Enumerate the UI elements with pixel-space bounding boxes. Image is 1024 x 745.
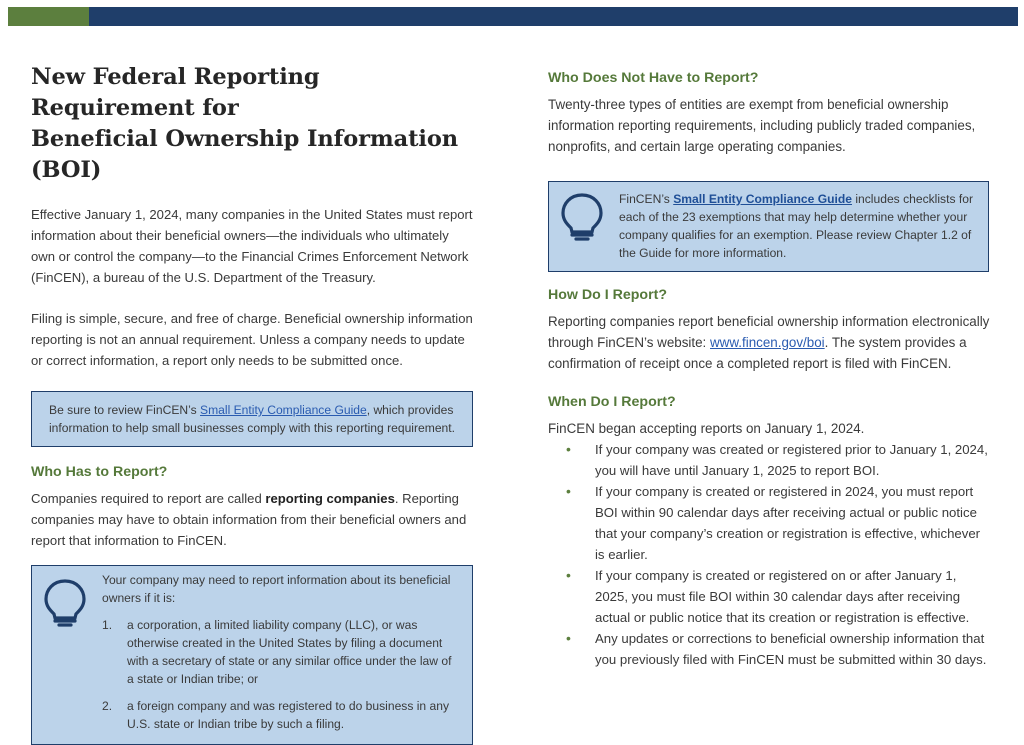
eligibility-list-item [102, 616, 458, 688]
filing-paragraph: Filing is simple, secure, and free of charge. Beneficial ownership information reporting is not an annual requirement. Unless a company needs to update or correct information, a report only needs to be submitted once. [31, 311, 473, 368]
reporting-companies-term: reporting companies [265, 491, 395, 506]
list-item-text: a corporation, a limited liability company (LLC), or was otherwise created in the United States by filing a document with a secretary of state or any similar office under the law of a state or Indian tribe; or [127, 618, 452, 686]
compliance-guide-callout-text: Be sure to review FinCEN’s Small Entity Compliance Guide, which provides information to help small businesses comply with this reporting requirement. [49, 403, 455, 435]
deadline-list [566, 439, 993, 670]
list-item-text: If your company was created or registered prior to January 1, 2024, you will have until January 1, 2025 to report BOI. [595, 442, 988, 478]
when-do-i-report-heading: When Do I Report? [548, 394, 676, 410]
compliance-guide-link[interactable]: Small Entity Compliance Guide [673, 192, 852, 206]
exemptions-callout [548, 181, 989, 272]
list-item-text: If your company is created or registered on or after January 1, 2025, you must file BOI within 30 calendar days after receiving actual or public notice that its creation or registration is effective. [595, 568, 970, 625]
compliance-guide-link[interactable]: Small Entity Compliance Guide [200, 403, 367, 417]
eligibility-list-item [102, 697, 458, 733]
header-bar-green-segment [8, 7, 89, 26]
exempt-entities-paragraph: Twenty-three types of entities are exempt from beneficial ownership information reporting requirements, including publicly traded companies, nonprofits, and certain large operating companies. [548, 97, 976, 154]
page-title-line-1: New Federal Reporting Requirement for [31, 64, 320, 121]
list-item-text: a foreign company and was registered to do business in any U.S. state or Indian tribe by such a filing. [127, 699, 450, 731]
eligibility-callout [31, 565, 473, 745]
deadline-list-item [566, 565, 993, 628]
list-item-number: 1. [102, 618, 113, 632]
who-does-not-report-heading: Who Does Not Have to Report? [548, 70, 759, 86]
right-column [548, 68, 993, 670]
bullet-icon: • [566, 567, 571, 583]
page-title [31, 62, 473, 186]
who-has-to-report-paragraph: Companies required to report are called reporting companies. Reporting companies may have to obtain information from their beneficial owners and report that information to FinCEN. [31, 491, 467, 548]
page-title-line-2: Beneficial Ownership Information (BOI) [31, 126, 458, 183]
who-has-to-report-heading: Who Has to Report? [31, 464, 168, 480]
deadline-list-item [566, 481, 993, 565]
bullet-icon: • [566, 483, 571, 499]
list-item-text: If your company is created or registered in 2024, you must report BOI within 90 calendar days after receiving actual or public notice that your company’s creation or registration is effective, whichever is earlier. [595, 484, 981, 562]
eligibility-callout-intro: Your company may need to report information about its beneficial owners if it is: [102, 573, 451, 605]
how-do-i-report-heading: How Do I Report? [548, 287, 668, 303]
list-item-number: 2. [102, 699, 113, 713]
header-bar-navy-segment [89, 7, 1018, 26]
bullet-icon: • [566, 630, 571, 646]
fincen-boi-link[interactable]: www.fincen.gov/boi [710, 335, 825, 350]
left-column [31, 62, 473, 745]
how-to-report-paragraph: Reporting companies report beneficial ownership information electronically through FinCEN’s website: www.fincen.gov/boi. The system provides a confirmation of receipt once a completed report is filed with FinCEN. [548, 314, 990, 371]
when-intro-paragraph: FinCEN began accepting reports on January 1, 2024. [548, 421, 865, 436]
deadline-list-item [566, 439, 993, 481]
list-item-text: Any updates or corrections to beneficial ownership information that you previously filed with FinCEN must be submitted within 30 days. [595, 631, 987, 667]
bullet-icon: • [566, 441, 571, 457]
lightbulb-icon [42, 578, 88, 633]
compliance-guide-callout [31, 391, 473, 447]
intro-paragraph: Effective January 1, 2024, many companies in the United States must report information about their beneficial owners—the individuals who ultimately own or control the company—to the Financial Crimes Enforcement Network (FinCEN), a bureau of the U.S. Department of the Treasury. [31, 207, 473, 285]
eligibility-list [102, 616, 458, 733]
header-color-bar [8, 7, 1018, 26]
lightbulb-icon [559, 192, 605, 247]
exemptions-callout-text: FinCEN’s Small Entity Compliance Guide includes checklists for each of the 23 exemptions that may help determine whether your company qualifies for an exemption. Please review Chapter 1.2 of the Guide for more information. [619, 192, 973, 260]
deadline-list-item [566, 628, 993, 670]
